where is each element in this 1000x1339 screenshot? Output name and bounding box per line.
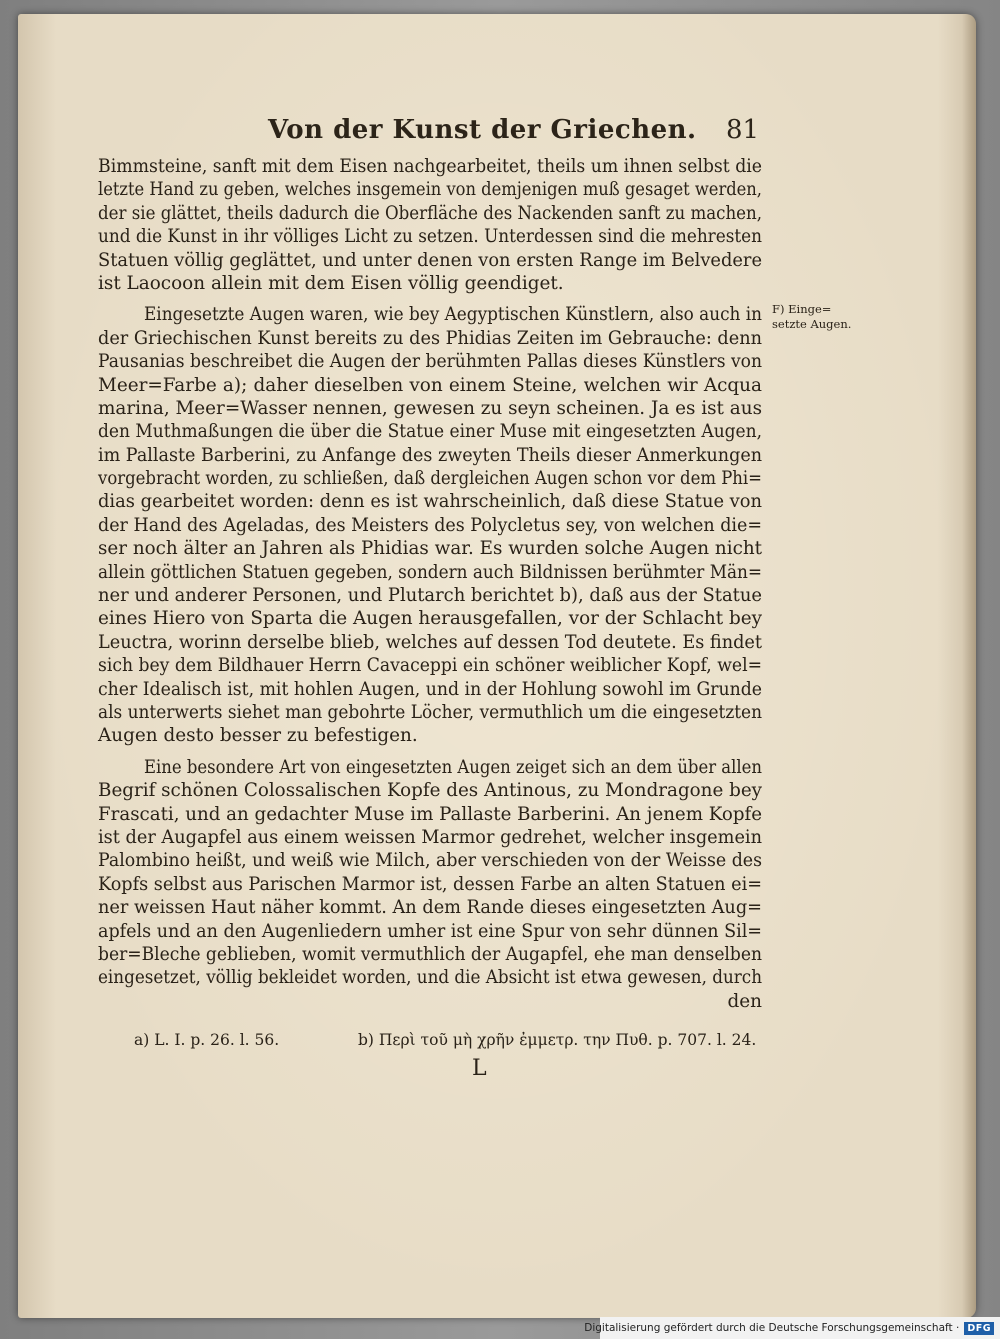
text-line: ser noch älter an Jahren als Phidias war. Es wurden solche Augen nicht xyxy=(98,538,762,560)
text-line: als unterwerts siehet man gebohrte Löcher, vermuthlich um die eingesetzten xyxy=(98,701,762,723)
margin-note xyxy=(772,302,856,332)
text-line: Eingesetzte Augen waren, wie bey Aegyptischen Künstlern, also auch in xyxy=(144,304,762,326)
text-line: eingesetzet, völlig bekleidet worden, und die Absicht ist etwa gewesen, durch xyxy=(98,967,762,989)
text-line: Meer=Farbe a); daher dieselben von einem Steine, welchen wir Acqua xyxy=(98,374,762,396)
paragraph-gap xyxy=(98,748,762,756)
text-line: im Pallaste Barberini, zu Anfange des zweyten Theils dieser Anmerkungen xyxy=(98,444,762,466)
page-edge-shadow xyxy=(962,14,976,1318)
catchword: den xyxy=(727,990,762,1012)
text-line: Pausanias beschreibet die Augen der berühmten Pallas dieses Künstlers von xyxy=(98,351,762,373)
footnote-a: a) L. I. p. 26. l. 56. xyxy=(134,1031,280,1049)
text-line: Palombino heißt, und weiß wie Milch, aber verschieden von der Weisse des xyxy=(98,850,762,872)
text-line: ber=Bleche geblieben, womit vermuthlich der Augapfel, ehe man denselben xyxy=(98,943,762,965)
text-line: Eine besondere Art von eingesetzten Augen zeiget sich an dem über allen xyxy=(144,756,762,778)
margin-note-line: F) Einge= xyxy=(772,302,832,316)
text-line: ner und anderer Personen, und Plutarch berichtet b), daß aus der Statue xyxy=(98,585,762,607)
text-line: ist Laocoon allein mit dem Eisen völlig geendiget. xyxy=(98,272,564,294)
text-line: der Hand des Ageladas, des Meisters des Polycletus sey, von welchen die= xyxy=(98,514,762,536)
text-line: ner weissen Haut näher kommt. An dem Rande dieses eingesetzten Aug= xyxy=(98,897,762,919)
text-line: eines Hiero von Sparta die Augen herausgefallen, vor der Schlacht bey xyxy=(98,608,762,630)
text-line: allein göttlichen Statuen gegeben, sondern auch Bildnissen berühmter Män= xyxy=(98,561,762,583)
text-line: Leuctra, worinn derselbe blieb, welches auf dessen Tod deutete. Es findet xyxy=(98,631,762,653)
text-line: Frascati, und an gedachter Muse im Pallaste Barberini. An jenem Kopfe xyxy=(98,803,762,825)
text-line: dias gearbeitet worden: denn es ist wahrscheinlich, daß diese Statue von xyxy=(98,491,762,513)
text-line: den Muthmaßungen die über die Statue einer Muse mit eingesetzten Augen, xyxy=(98,421,762,443)
text-line: Statuen völlig geglättet, und unter denen von ersten Range im Belvedere xyxy=(98,249,762,271)
text-line: Begrif schönen Colossalischen Kopfe des Antinous, zu Mondragone bey xyxy=(98,780,762,802)
text-line: und die Kunst in ihr völliges Licht zu setzen. Unterdessen sind die mehresten xyxy=(98,226,762,248)
text-line: Bimmsteine, sanft mit dem Eisen nachgearbeitet, theils um ihnen selbst die xyxy=(98,156,762,177)
footnote-b: b) Περὶ τοῦ μὴ χρῆν ἐμμετρ. την Πυθ. p. 707. l. 24. xyxy=(358,1031,757,1049)
digitization-credit xyxy=(584,1317,1000,1339)
paragraph-gap xyxy=(98,295,762,303)
credit-text: Digitalisierung gefördert durch die Deutsche Forschungsgemeinschaft · xyxy=(584,1322,960,1334)
text-line: der Griechischen Kunst bereits zu des Phidias Zeiten im Gebrauche: denn xyxy=(98,327,762,349)
signature-mark: L xyxy=(472,1056,487,1081)
text-line: ist der Augapfel aus einem weissen Marmor gedrehet, welcher insgemein xyxy=(98,826,762,848)
body-text xyxy=(98,155,762,1013)
text-line: Augen desto besser zu befestigen. xyxy=(98,725,418,747)
text-line: vorgebracht worden, zu schließen, daß dergleichen Augen schon vor dem Phi= xyxy=(98,468,762,490)
text-line: letzte Hand zu geben, welches insgemein von demjenigen muß gesaget werden, xyxy=(98,179,762,201)
text-line: Kopfs selbst aus Parischen Marmor ist, dessen Farbe an alten Statuen ei= xyxy=(98,873,762,895)
text-line: marina, Meer=Wasser nennen, gewesen zu seyn scheinen. Ja es ist aus xyxy=(98,397,762,419)
margin-note-line: setzte Augen. xyxy=(772,317,852,331)
dfg-logo: DFG xyxy=(964,1322,994,1335)
page-number: 81 xyxy=(726,115,760,145)
text-line: sich bey dem Bildhauer Herrn Cavaceppi ein schöner weiblicher Kopf, wel= xyxy=(98,655,762,677)
running-title: Von der Kunst der Griechen. xyxy=(268,115,697,145)
text-line: apfels und an den Augenliedern umher ist eine Spur von sehr dünnen Sil= xyxy=(98,920,762,942)
text-line: der sie glättet, theils dadurch die Oberfläche des Nackenden sanft zu machen, xyxy=(98,202,762,224)
text-line: cher Idealisch ist, mit hohlen Augen, und in der Hohlung sowohl im Grunde xyxy=(98,678,762,700)
